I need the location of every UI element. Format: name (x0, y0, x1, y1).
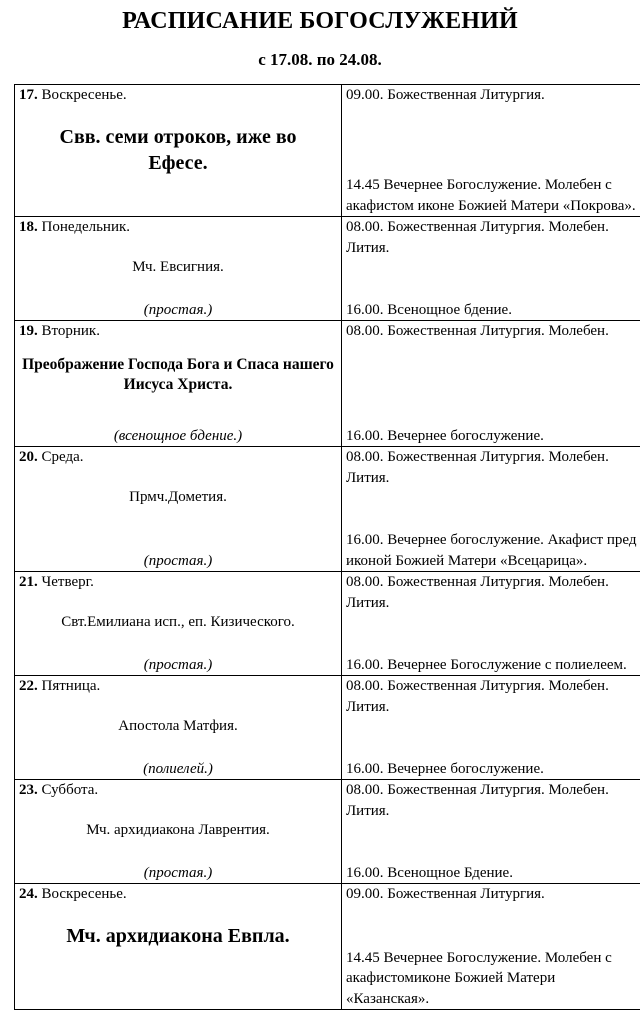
weekday: Понедельник. (37, 219, 131, 235)
feast-name: Мч. архидиакона Лаврентия. (86, 821, 270, 838)
day-heading (19, 884, 337, 905)
morning-service: 08.00. Божественная Литургия. Молебен. Лития. (346, 574, 609, 611)
services-cell (342, 884, 640, 1010)
morning-service: 08.00. Божественная Литургия. Молебен. Лития. (346, 782, 609, 819)
services-cell (342, 676, 640, 780)
evening-service: 16.00. Всенощное Бдение. (346, 864, 513, 881)
morning-service: 08.00. Божественная Литургия. Молебен. Лития. (346, 219, 609, 256)
day-number: 22. (19, 678, 38, 694)
service-rank: (полиелей.) (143, 760, 213, 777)
table-row (15, 447, 640, 572)
services-cell (342, 217, 640, 321)
evening-service: 14.45 Вечернее Богослужение. Молебен с акафистом иконе Божией Матери «Покрова». (346, 177, 636, 214)
table-row (15, 321, 640, 447)
service-rank: (всенощное бдение.) (113, 427, 243, 444)
day-number: 19. (19, 323, 38, 339)
feast-name: Свв. семи отроков, иже во Ефесе. (59, 125, 297, 174)
feast-name: Апостола Матфия. (118, 717, 238, 734)
day-number: 17. (19, 87, 38, 103)
service-rank: (простая.) (143, 656, 213, 673)
day-number: 24. (19, 886, 38, 902)
day-cell (15, 572, 342, 676)
table-row (15, 572, 640, 676)
services-cell (342, 780, 640, 884)
feast-name: Свт.Емилиана исп., еп. Кизического. (61, 613, 295, 630)
feast-name: Преображение Господа Бога и Спаса нашего Иисуса Христа. (22, 355, 334, 393)
service-rank: (простая.) (143, 552, 213, 569)
service-rank: (простая.) (143, 864, 213, 881)
page-title: РАСПИСАНИЕ БОГОСЛУЖЕНИЙ (122, 8, 518, 34)
services-cell (342, 321, 640, 447)
feast-name: Мч. архидиакона Евпла. (66, 924, 290, 947)
day-number: 21. (19, 574, 38, 590)
morning-service: 08.00. Божественная Литургия. Молебен. Лития. (346, 449, 609, 486)
day-cell (15, 447, 342, 572)
day-heading (19, 780, 337, 801)
services-cell (342, 572, 640, 676)
weekday: Пятница. (37, 678, 101, 694)
day-heading (19, 85, 337, 106)
morning-service: 09.00. Божественная Литургия. (346, 87, 545, 103)
feast-name: Мч. Евсигния. (132, 258, 224, 275)
weekday: Вторник. (37, 323, 100, 339)
day-number: 18. (19, 219, 38, 235)
day-heading (19, 217, 337, 238)
table-row (15, 217, 640, 321)
morning-service: 08.00. Божественная Литургия. Молебен. (346, 323, 609, 339)
weekday: Среда. (37, 449, 84, 465)
day-cell (15, 676, 342, 780)
day-cell (15, 85, 342, 217)
day-cell (15, 780, 342, 884)
service-rank: (простая.) (143, 301, 213, 318)
evening-service: 16.00. Всенощное бдение. (346, 301, 512, 318)
day-heading (19, 447, 337, 468)
weekday: Воскресенье. (37, 886, 127, 902)
weekday: Суббота. (37, 782, 99, 798)
services-cell (342, 85, 640, 217)
weekday: Четверг. (37, 574, 94, 590)
day-heading (19, 676, 337, 697)
weekday: Воскресенье. (37, 87, 127, 103)
services-cell (342, 447, 640, 572)
schedule-table (14, 84, 640, 1010)
table-row (15, 884, 640, 1010)
evening-service: 16.00. Вечернее богослужение. Акафист пред иконой Божией Матери «Всецарица». (346, 532, 637, 569)
morning-service: 08.00. Божественная Литургия. Молебен. Лития. (346, 678, 609, 715)
day-cell (15, 217, 342, 321)
day-number: 23. (19, 782, 38, 798)
table-row (15, 780, 640, 884)
evening-service: 16.00. Вечернее Богослужение с полиелеем. (346, 656, 627, 673)
feast-name: Прмч.Дометия. (129, 488, 227, 505)
morning-service: 09.00. Божественная Литургия. (346, 886, 545, 902)
day-cell (15, 321, 342, 447)
evening-service: 16.00. Вечернее богослужение. (346, 760, 544, 777)
table-row (15, 85, 640, 217)
evening-service: 16.00. Вечернее богослужение. (346, 427, 544, 444)
day-cell (15, 884, 342, 1010)
date-range: с 17.08. по 24.08. (258, 50, 382, 69)
evening-service: 14.45 Вечернее Богослужение. Молебен с акафистомиконе Божией Матери «Казанская». (346, 949, 612, 1007)
day-heading (19, 572, 337, 593)
table-row (15, 676, 640, 780)
day-heading (19, 321, 337, 342)
day-number: 20. (19, 449, 38, 465)
